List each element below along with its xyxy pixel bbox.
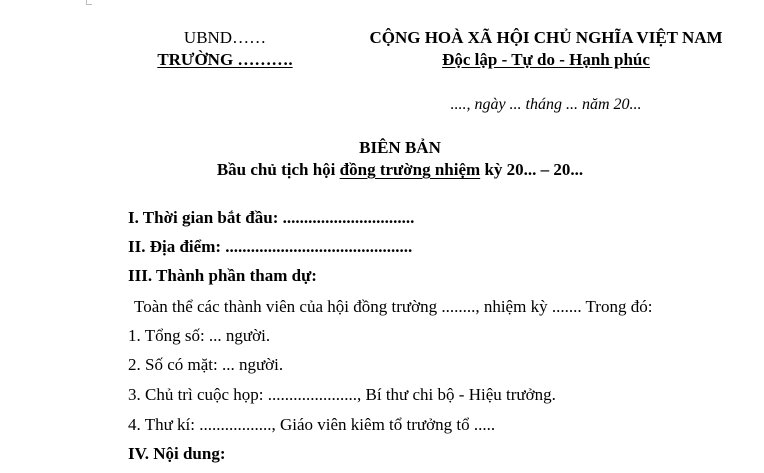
- section-location: II. Địa điểm: ............................................: [128, 237, 413, 256]
- subtitle-prefix: Bầu chủ tịch hội: [216, 160, 340, 179]
- section-participants: III. Thành phần tham dự:: [128, 266, 317, 285]
- document-subtitle: [217, 160, 583, 180]
- section-content: IV. Nội dung:: [128, 444, 226, 463]
- item-total: 1. Tổng số: ... người.: [128, 326, 271, 345]
- subtitle-underlined: đồng trường nhiệm: [339, 160, 481, 179]
- header-left-line2: TRƯỜNG ……….: [157, 50, 293, 69]
- subtitle-suffix: kỳ 20... – 20...: [480, 160, 584, 179]
- participants-intro: Toàn thể các thành viên của hội đồng trường ........, nhiệm kỳ ....... Trong đó:: [134, 297, 653, 316]
- item-present: 2. Số có mặt: ... người.: [128, 355, 284, 374]
- item-secretary: 4. Thư kí: ................., Giáo viên kiêm tổ trưởng tổ .....: [128, 415, 496, 434]
- document-title: BIÊN BẢN: [359, 138, 441, 157]
- header-right-line1: CỘNG HOÀ XÃ HỘI CHỦ NGHĨA VIỆT NAM: [369, 28, 723, 47]
- date-line: ...., ngày ... tháng ... năm 20...: [450, 96, 642, 113]
- item-chair: 3. Chủ trì cuộc họp: ....................., Bí thư chi bộ - Hiệu trưởng.: [128, 385, 556, 404]
- header-left-line1: UBND……: [183, 28, 267, 47]
- page-corner-mark: [86, 0, 92, 5]
- section-start-time: I. Thời gian bắt đầu: ...............................: [128, 208, 415, 227]
- header-right-line2: Độc lập - Tự do - Hạnh phúc: [442, 50, 650, 69]
